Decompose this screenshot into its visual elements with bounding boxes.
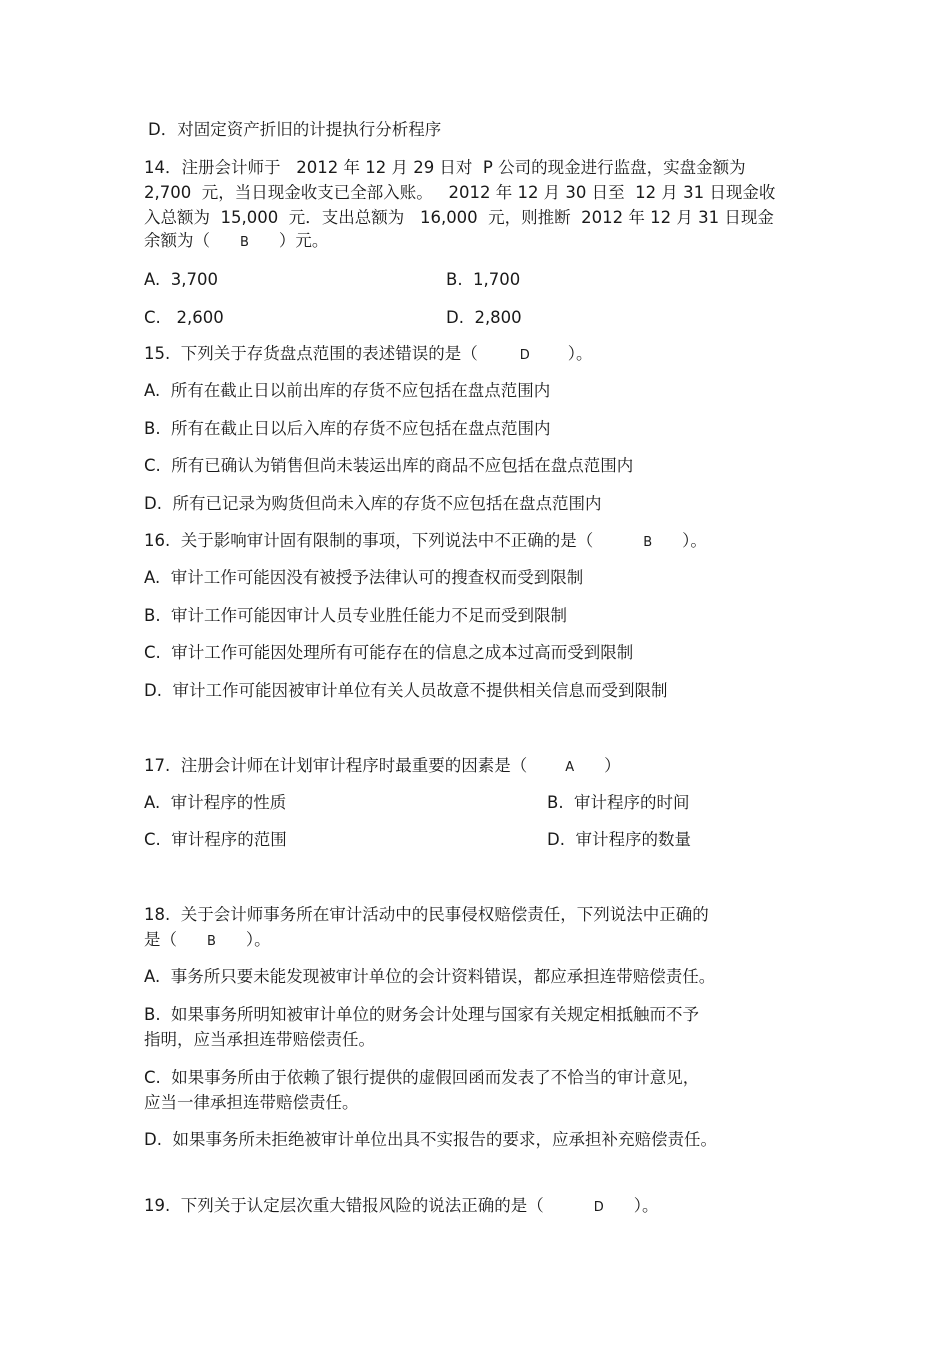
q17-answer: A — [565, 760, 575, 775]
q18-option-a: A. 事务所只要未能发现被审计单位的会计资料错误，都应承担连带赔偿责任。 — [144, 967, 716, 986]
q18-stem-end: ）。 — [245, 930, 271, 949]
q18-option-c-line-2: 应当一律承担连带赔偿责任。 — [144, 1093, 359, 1112]
q14-stem-line-2: 2,700 元，当日现金收支已全部入账。 2012 年 12 月 30 日至 12 月 31 日现金收 — [144, 183, 776, 202]
q17-stem-end: ） — [604, 756, 621, 775]
q15-stem — [144, 343, 593, 367]
q19-stem-end: ）。 — [633, 1196, 659, 1215]
q15-option-a: A. 所有在截止日以前出库的存货不应包括在盘点范围内 — [144, 381, 551, 400]
q15-answer: D — [519, 348, 530, 363]
q18-stem-line-1: 18. 关于会计师事务所在审计活动中的民事侵权赔偿责任，下列说法中正确的 — [144, 905, 709, 924]
q16-option-c: C. 审计工作可能因处理所有可能存在的信息之成本过高而受到限制 — [144, 643, 634, 662]
q15-stem-end: ）。 — [567, 344, 593, 363]
q16-stem-end: ）。 — [682, 531, 707, 550]
q18-option-b-line-1: B. 如果事务所明知被审计单位的财务会计处理与国家有关规定相抵触而不予 — [144, 1005, 700, 1024]
q16-answer: B — [643, 535, 653, 550]
q17-option-a: A. 审计程序的性质 — [144, 793, 287, 812]
q14-option-d: D. 2,800 — [446, 308, 522, 327]
q14-option-c: C. 2,600 — [144, 308, 224, 327]
q14-option-b: B. 1,700 — [446, 270, 521, 289]
q13-option-d: D．对固定资产折旧的计提执行分析程序 — [148, 120, 442, 139]
q16-option-a: A. 审计工作可能因没有被授予法律认可的搜查权而受到限制 — [144, 568, 584, 587]
q18-answer: B — [207, 934, 216, 949]
q18-stem-line-2 — [144, 929, 271, 953]
q14-stem-line-4-text: 余额为（ — [144, 231, 210, 250]
q14-option-a: A. 3,700 — [144, 270, 218, 289]
q14-stem-end: ）元。 — [278, 231, 329, 250]
q14-stem-line-3: 入总额为 15,000 元．支出总额为 16,000 元，则推断 2012 年 12 月 31 日现金 — [144, 208, 774, 227]
q16-option-d: D. 审计工作可能因被审计单位有关人员故意不提供相关信息而受到限制 — [144, 681, 668, 700]
q17-option-b: B. 审计程序的时间 — [547, 793, 690, 812]
q15-option-d: D. 所有已记录为购货但尚未入库的存货不应包括在盘点范围内 — [144, 494, 602, 513]
q14-stem-line-4 — [144, 230, 328, 254]
q18-option-b-line-2: 指明，应当承担连带赔偿责任。 — [144, 1030, 375, 1049]
q17-stem-text: 17. 注册会计师在计划审计程序时最重要的因素是（ — [144, 756, 528, 775]
q19-answer: D — [593, 1200, 604, 1215]
q15-stem-text: 15. 下列关于存货盘点范围的表述错误的是（ — [144, 344, 478, 363]
q16-stem — [144, 530, 707, 554]
q18-option-d: D. 如果事务所未拒绝被审计单位出具不实报告的要求，应承担补充赔偿责任。 — [144, 1130, 717, 1149]
q19-stem-text: 19. 下列关于认定层次重大错报风险的说法正确的是（ — [144, 1196, 544, 1215]
q17-stem — [144, 755, 621, 779]
q16-stem-text: 16. 关于影响审计固有限制的事项，下列说法中不正确的是（ — [144, 531, 594, 550]
q14-stem-line-1: 14．注册会计师于 2012 年 12 月 29 日对 P 公司的现金进行监盘，实盘金额为 — [144, 158, 746, 177]
q17-option-c: C. 审计程序的范围 — [144, 830, 287, 849]
q17-option-d: D. 审计程序的数量 — [547, 830, 691, 849]
q14-answer: B — [240, 235, 249, 250]
q18-option-c-line-1: C. 如果事务所由于依赖了银行提供的虚假回函而发表了不恰当的审计意见， — [144, 1068, 700, 1087]
q15-option-b: B. 所有在截止日以后入库的存货不应包括在盘点范围内 — [144, 419, 551, 438]
q18-stem-line-2-text: 是（ — [144, 930, 177, 949]
q15-option-c: C. 所有已确认为销售但尚未装运出库的商品不应包括在盘点范围内 — [144, 456, 634, 475]
q16-option-b: B. 审计工作可能因审计人员专业胜任能力不足而受到限制 — [144, 606, 568, 625]
q19-stem — [144, 1195, 659, 1219]
